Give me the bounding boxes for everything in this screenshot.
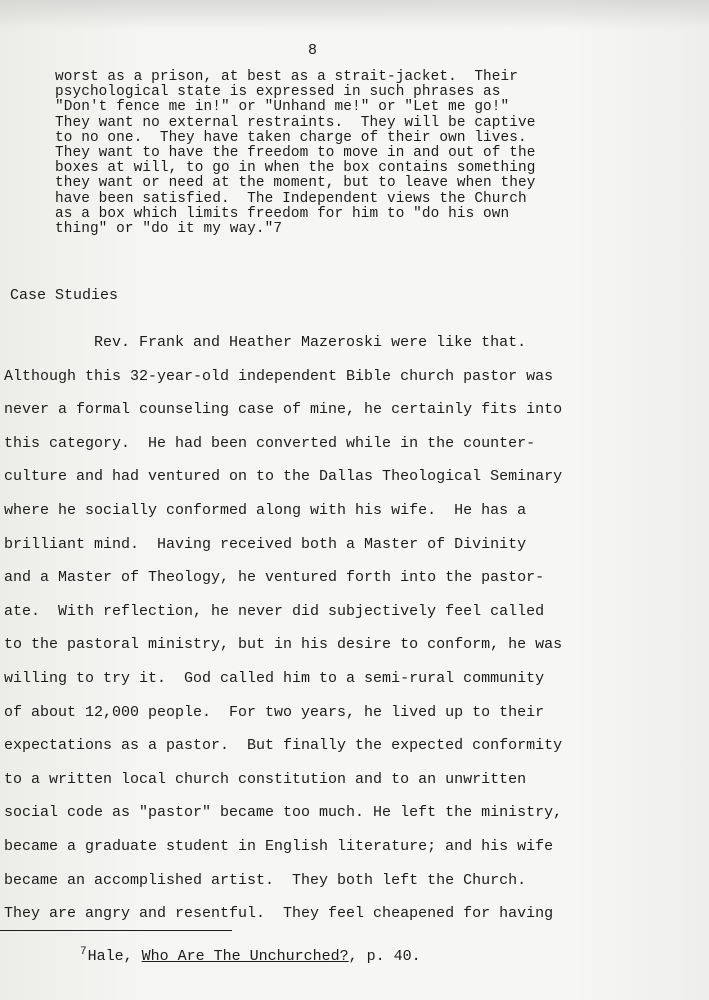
body-line: expectations as a pastor. But finally the expected conformity xyxy=(4,737,563,755)
body-line: social code as "pastor" became too much. He left the ministry, xyxy=(4,804,563,822)
body-line: became a graduate student in English literature; and his wife xyxy=(4,837,554,855)
footnote xyxy=(80,946,421,965)
body-line: They are angry and resentful. They feel cheapened for having xyxy=(4,905,554,923)
quote-line: "Don't fence me in!" or "Unhand me!" or "Let me go!" xyxy=(55,99,510,116)
body-line: and a Master of Theology, he ventured forth into the pastor- xyxy=(4,569,545,587)
section-heading: Case Studies xyxy=(10,287,119,304)
body-line: where he socially conformed along with his wife. He has a xyxy=(4,501,527,519)
body-line: ate. With reflection, he never did subjectively feel called xyxy=(4,602,545,620)
block-quote xyxy=(55,70,655,237)
footnote-author: Hale, xyxy=(87,948,142,965)
body-text xyxy=(4,326,704,931)
quote-line: They want to have the freedom to move in and out of the xyxy=(55,145,536,162)
body-line: to the pastoral ministry, but in his desire to conform, he was xyxy=(4,636,563,654)
page-number: 8 xyxy=(308,42,318,59)
quote-line: they want or need at the moment, but to leave when they xyxy=(55,175,536,192)
body-line: culture and had ventured on to the Dallas Theological Seminary xyxy=(4,468,563,486)
body-line: willing to try it. God called him to a semi-rural community xyxy=(4,669,545,687)
footnote-divider xyxy=(0,930,232,931)
body-line: of about 12,000 people. For two years, he lived up to their xyxy=(4,703,545,721)
body-line: this category. He had been converted while in the counter- xyxy=(4,434,536,452)
footnote-title: Who Are The Unchurched? xyxy=(141,948,349,965)
quote-line: to no one. They have taken charge of their own lives. xyxy=(55,129,527,146)
footnote-marker: 7 xyxy=(80,946,87,958)
body-line: brilliant mind. Having received both a Master of Divinity xyxy=(4,535,527,553)
body-line: Rev. Frank and Heather Mazeroski were like that. xyxy=(4,334,527,351)
quote-line: psychological state is expressed in such phrases as xyxy=(55,84,501,101)
body-line: Although this 32-year-old independent Bible church pastor was xyxy=(4,367,554,385)
quote-line: have been satisfied. The Independent views the Church xyxy=(55,190,527,207)
quote-line: boxes at will, to go in when the box contains something xyxy=(55,160,536,177)
body-line: never a formal counseling case of mine, he certainly fits into xyxy=(4,401,563,419)
quote-line: as a box which limits freedom for him to "do his own xyxy=(55,205,510,222)
scan-shadow xyxy=(0,0,709,30)
quote-line: They want no external restraints. They will be captive xyxy=(55,114,536,131)
quote-line: worst as a prison, at best as a strait-jacket. Their xyxy=(55,69,518,85)
body-line: to a written local church constitution and to an unwritten xyxy=(4,770,527,788)
footnote-page: , p. 40. xyxy=(348,948,421,965)
body-line: became an accomplished artist. They both left the Church. xyxy=(4,871,527,889)
quote-line: thing" or "do it my way."7 xyxy=(55,221,283,238)
